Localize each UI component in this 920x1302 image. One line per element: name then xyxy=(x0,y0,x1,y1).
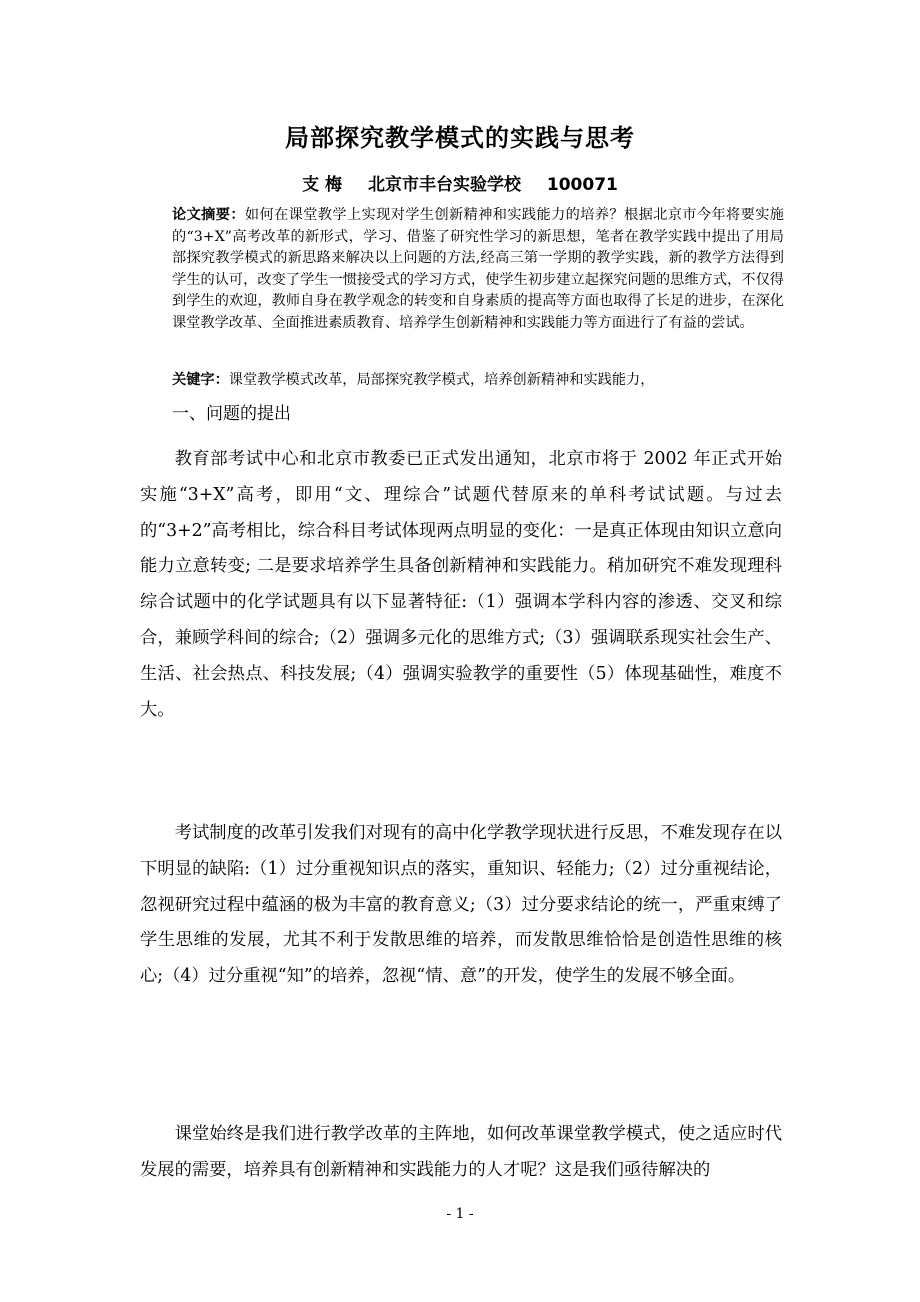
author-name: 支 梅 xyxy=(302,175,343,195)
body-paragraph: 课堂始终是我们进行教学改革的主阵地，如何改革课堂教学模式，使之适应时代发展的需要，培养具有创新精神和实践能力的人才呢？这是我们亟待解决的 xyxy=(140,1124,782,1180)
page-number: - 1 - xyxy=(446,1206,474,1222)
section-heading: 一、问题的提出 xyxy=(172,404,291,424)
abstract-label: 论文摘要： xyxy=(172,207,245,223)
author-line xyxy=(0,170,920,195)
keywords xyxy=(172,370,784,391)
author-school: 北京市丰台实验学校 xyxy=(367,175,521,195)
abstract xyxy=(172,205,784,334)
author-postcode: 100071 xyxy=(546,175,618,195)
body-paragraph: 教育部考试中心和北京市教委已正式发出通知，北京市将于 2002 年正式开始实施“3+X”高考，即用“文、理综合”试题代替原来的单科考试试题。与过去的“3+2”高考相比，综合科目考试体现两点明显的变化：一是真正体现由知识立意向能力立意转变; 二是要求培养学生具备创新精神和实践能力。稍加研究不难发现理科综合试题中的化学试题具有以下显著特征:（1）强调本学科内容的渗透、交叉和综合，兼顾学科间的综合;（2）强调多元化的思维方式;（3）强调联系现实社会生产、生活、社会热点、科技发展;（4）强调实验教学的重要性（5）体现基础性，难度不大。 xyxy=(140,449,782,720)
document-title: 局部探究教学模式的实践与思考 xyxy=(285,124,635,152)
keywords-text: 课堂教学模式改革，局部探究教学模式，培养创新精神和实践能力， xyxy=(228,372,655,388)
abstract-text: 如何在课堂教学上实现对学生创新精神和实践能力的培养？根据北京市今年将要实施的“3+X”高考改革的新形式，学习、借鉴了研究性学习的新思想，笔者在教学实践中提出了用局部探究教学模式的新思路来解决以上问题的方法,经高三第一学期的教学实践，新的教学方法得到学生的认可，改变了学生一惯接受式的学习方式，使学生初步建立起探究问题的思维方式，不仅得到学生的欢迎，教师自身在教学观念的转变和自身素质的提高等方面也取得了长足的进步，在深化课堂教学改革、全面推进素质教育、培养学生创新精神和实践能力等方面进行了有益的尝试。 xyxy=(172,207,784,331)
keywords-label: 关键字： xyxy=(172,372,229,388)
body-paragraph: 考试制度的改革引发我们对现有的高中化学教学现状进行反思，不难发现存在以下明显的缺陷:（1）过分重视知识点的落实，重知识、轻能力;（2）过分重视结论，忽视研究过程中蕴涵的极为丰富的教育意义;（3）过分要求结论的统一，严重束缚了学生思维的发展，尤其不利于发散思维的培养，而发散思维恰恰是创造性思维的核心;（4）过分重视“知”的培养，忽视“情、意”的开发，使学生的发展不够全面。 xyxy=(140,823,782,987)
